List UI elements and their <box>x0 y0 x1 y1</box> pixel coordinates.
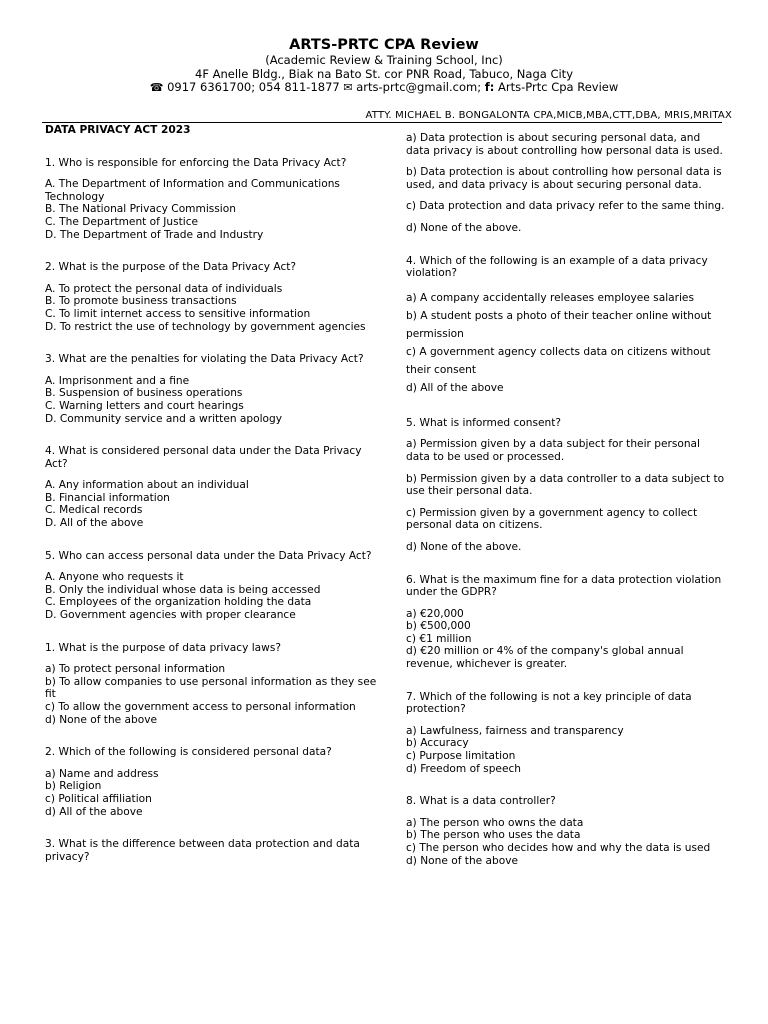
answer-option: C. Warning letters and court hearings <box>45 399 244 412</box>
answer-options <box>45 571 385 621</box>
question-text: 3. What is the difference between data protection and data privacy? <box>45 838 360 863</box>
answer-option: B. Only the individual whose data is being accessed <box>45 583 321 596</box>
answer-option: D. To restrict the use of technology by government agencies <box>45 320 366 333</box>
author-line: ATTY. MICHAEL B. BONGALONTA CPA,MICB,MBA,CTT,DBA, MRIS,MRITAX <box>365 110 732 121</box>
answer-option: a) Lawfulness, fairness and transparency <box>406 724 624 737</box>
answer-option: d) All of the above <box>45 805 143 818</box>
document-title: DATA PRIVACY ACT 2023 <box>45 124 191 136</box>
answer-options <box>45 663 385 726</box>
answer-option: A. The Department of Information and Communications Technology <box>45 178 340 203</box>
answer-option: a) To protect personal information <box>45 663 226 676</box>
answer-option: c) Permission given by a government agency to collect personal data on citizens. <box>406 506 698 532</box>
question-text: 1. What is the purpose of data privacy laws? <box>45 641 281 654</box>
answer-option: c) The person who decides how and why the data is used <box>406 842 711 854</box>
answer-option: B. To promote business transactions <box>45 295 237 308</box>
answer-option: B. The National Privacy Commission <box>45 203 236 216</box>
answer-option: A. Anyone who requests it <box>45 571 184 584</box>
answer-option: c) Political affiliation <box>45 792 152 805</box>
answer-option: c) €1 million <box>406 632 472 645</box>
answer-option: C. To limit internet access to sensitive information <box>45 307 311 320</box>
answer-option: b) Accuracy <box>406 737 469 750</box>
question-block <box>45 746 385 818</box>
answer-options <box>45 283 385 333</box>
answer-option: D. Government agencies with proper clearance <box>45 609 296 622</box>
question-block <box>45 353 385 425</box>
answer-option: a) €20,000 <box>406 607 464 620</box>
contact-line <box>0 81 768 95</box>
school-address: 4F Anelle Bldg., Biak na Bato St. cor PNR Road, Tabuco, Naga City <box>195 66 573 81</box>
answer-option: d) None of the above. <box>406 540 522 553</box>
answer-option: a) Name and address <box>45 767 159 780</box>
answer-option: c) Data protection and data privacy refer to the same thing. <box>406 200 725 213</box>
question-block <box>45 445 385 530</box>
answer-option: D. The Department of Trade and Industry <box>45 228 264 241</box>
answer-option: b) The person who uses the data <box>406 829 581 842</box>
question-text: 4. What is considered personal data under the Data Privacy Act? <box>45 445 362 470</box>
facebook-name: Arts-Prtc Cpa Review <box>498 80 619 94</box>
question-block <box>406 691 726 776</box>
answer-option: b) Data protection is about controlling how personal data is used, and data privacy is about securing personal data. <box>406 166 722 191</box>
question-block <box>406 255 726 397</box>
answer-option: d) None of the above <box>406 854 519 867</box>
left-column <box>45 124 385 863</box>
question-text: 2. What is the purpose of the Data Privacy Act? <box>45 261 297 274</box>
question-block <box>406 795 726 867</box>
question-text: 4. Which of the following is an example of a data privacy violation? <box>406 254 708 280</box>
question-text: 1. Who is responsible for enforcing the Data Privacy Act? <box>45 156 347 169</box>
answer-option: c) Purpose limitation <box>406 750 516 763</box>
answer-option: A. Any information about an individual <box>45 479 249 492</box>
answer-options <box>406 725 726 775</box>
question-text: 2. Which of the following is considered personal data? <box>45 746 332 759</box>
answer-option: C. The Department of Justice <box>45 215 199 228</box>
answer-option: d) All of the above <box>406 381 504 394</box>
right-column <box>406 124 726 867</box>
envelope-icon: ✉ <box>343 81 353 94</box>
question-block <box>45 838 385 863</box>
question-text: 5. Who can access personal data under the Data Privacy Act? <box>45 549 372 562</box>
answer-option: d) None of the above <box>45 713 158 726</box>
question-text: 5. What is informed consent? <box>406 416 562 429</box>
header-divider <box>42 122 722 123</box>
answer-option: b) To allow companies to use personal information as they see fit <box>45 675 377 701</box>
email-address: arts-prtc@gmail.com; <box>356 80 482 94</box>
answer-option: A. Imprisonment and a fine <box>45 374 190 387</box>
answer-option: a) Permission given by a data subject for their personal data to be used or processed. <box>406 438 700 463</box>
school-name: ARTS-PRTC CPA Review <box>289 37 479 53</box>
answer-option: B. Financial information <box>45 491 170 504</box>
question-text: 6. What is the maximum fine for a data protection violation under the GDPR? <box>406 573 722 599</box>
answer-options <box>45 375 385 425</box>
answer-option: a) Data protection is about securing personal data, and data privacy is about controlling how personal data is used. <box>406 132 723 157</box>
phone-numbers: 0917 6361700; 054 811-1877 <box>167 80 340 94</box>
answer-option: D. All of the above <box>45 517 144 530</box>
answer-option: c) A government agency collects data on citizens without their consent <box>406 345 711 376</box>
answer-option: A. To protect the personal data of individuals <box>45 282 283 295</box>
answer-options <box>406 608 726 671</box>
answer-option: b) A student posts a photo of their teacher online without permission <box>406 309 712 340</box>
answer-option: c) To allow the government access to personal information <box>45 701 356 713</box>
answer-option: a) The person who owns the data <box>406 816 584 829</box>
answer-options <box>45 178 385 241</box>
question-block <box>45 642 385 727</box>
answer-option: d) €20 million or 4% of the company's global annual revenue, whichever is greater. <box>406 645 684 671</box>
answer-option: C. Medical records <box>45 504 143 517</box>
answer-options <box>45 768 385 818</box>
question-text: 7. Which of the following is not a key principle of data protection? <box>406 690 692 716</box>
answer-option: a) A company accidentally releases employee salaries <box>406 291 694 304</box>
answer-option: B. Suspension of business operations <box>45 387 243 400</box>
document-header <box>0 36 768 95</box>
answer-option: b) Permission given by a data controller to a data subject to use their personal data. <box>406 472 725 498</box>
school-subtitle: (Academic Review & Training School, Inc) <box>265 53 503 67</box>
answer-options <box>45 479 385 529</box>
answer-option: d) None of the above. <box>406 221 522 234</box>
question-text: 3. What are the penalties for violating the Data Privacy Act? <box>45 353 364 366</box>
question-block <box>45 157 385 242</box>
answer-option: b) €500,000 <box>406 620 471 633</box>
answer-options <box>406 817 726 867</box>
question-text: 8. What is a data controller? <box>406 795 556 808</box>
answer-options <box>406 289 726 397</box>
answer-option: D. Community service and a written apology <box>45 412 283 425</box>
question-block <box>406 574 726 671</box>
answer-option: d) Freedom of speech <box>406 762 521 775</box>
facebook-label: f: <box>484 80 495 94</box>
answer-option: C. Employees of the organization holding the data <box>45 596 312 609</box>
answer-option: b) Religion <box>45 780 102 793</box>
answer-options <box>406 438 726 553</box>
phone-icon: ☎ <box>149 81 164 94</box>
question-block <box>45 261 385 333</box>
question-block <box>45 550 385 622</box>
question-block <box>406 417 726 554</box>
